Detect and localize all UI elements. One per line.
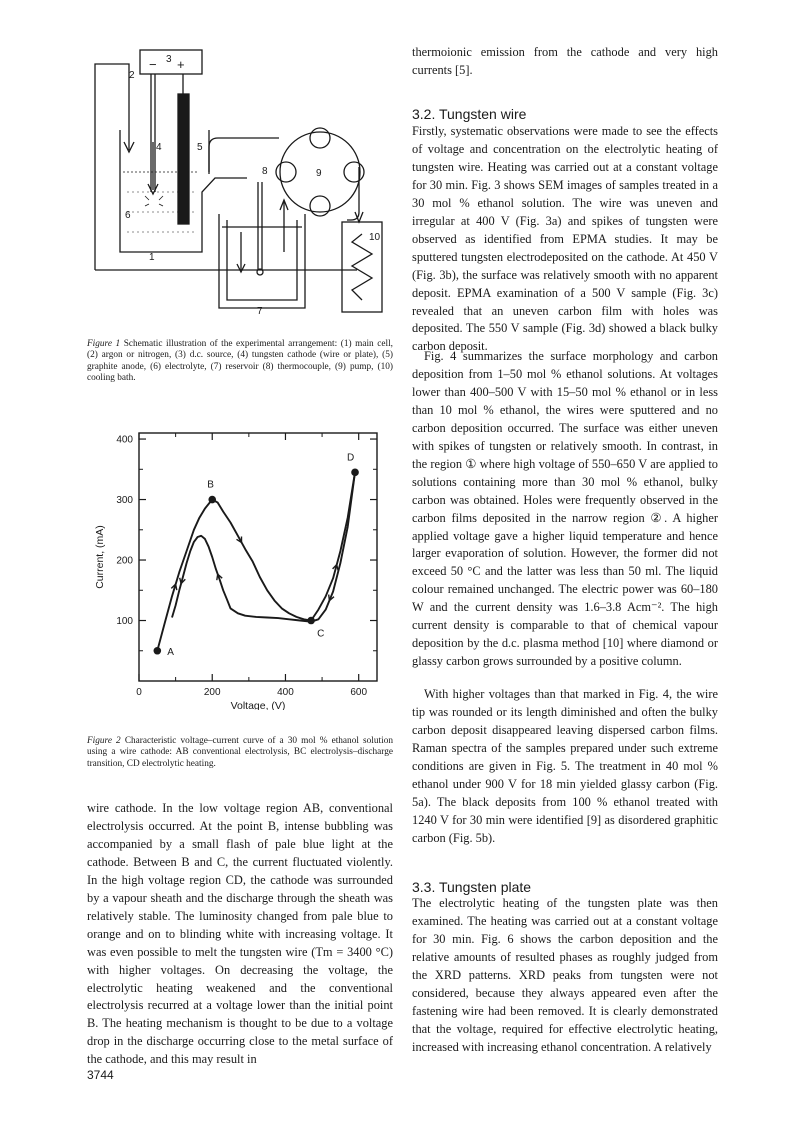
section-3-2-paragraph-2: Fig. 4 summarizes the surface morphology and carbon deposition from 1–50 mol % ethanol solutions. At voltages lower than 400–500 V with 15–50 mol % ethanol or in less than 10 mol % ethanol, the wires were sputtered and no carbon deposition occurred. The surface was either uneven with spikes of tungsten or relatively smooth. In contrast, in the region ① where high voltage of 550–650 V are applied to solutions containing more than 30 mol % ethanol, bulky carbon was obtained. Holes were frequently observed in the carbon films deposited in the narrow region ②. A higher applied voltage gave a higher liquid temperature and hence larger evaporation of solution. However, the former did not exceed 50 °C and the latter was less than 50 ml. The liquid colour remained unchanged. The electric power was 60–180 W and the current density was 1.6–3.8 Acm⁻². The high current density is comparable to that of chemical vapour deposition by the d.c. plasma method [10] where diamond or glassy carbon grows surrounded by a positive column.: [412, 349, 718, 669]
source-minus-label: −: [149, 57, 157, 72]
intro-paragraph: thermoionic emission from the cathode and very high currents [5].: [412, 45, 718, 77]
section-3-3-paragraph-1: The electrolytic heating of the tungsten plate was then examined. The heating was carried out at a constant voltage for 30 min. Fig. 6 shows the carbon deposition and the relative amounts of resulted phases as roughly judged from the XRD patterns. XRD peaks from tungsten were not considered, because they always appeared even after the fastening wire had been removed. It is clearly demonstrated that the voltage, required for effective electrolytic heating, increased with increasing ethanol concentration. A relatively: [412, 896, 718, 1054]
section-3-3-heading: 3.3. Tungsten plate: [412, 879, 532, 895]
section-3-2-paragraph-1: Firstly, systematic observations were made to see the effects of voltage and concentration on the electrolytic heating of tungsten wire. Heating was carried out at a constant voltage for 30 min. Fig. 3 shows SEM images of samples treated in a 30 mol % ethanol solution. The wire was uneven and irregular at 400 V (Fig. 3a) and spikes of tungsten were observed as identified from EPMA studies. It may be sputtered tungsten electrodeposited on the cathode. At 450 V (Fig. 3b), the surface was relatively smooth with no apparent deposit. EPMA examination of a 500 V sample (Fig. 3c) revealed that an uneven carbon film with holes was deposited. The 550 V sample (Fig. 3d) showed a black bulky carbon deposit.: [412, 124, 718, 354]
point-d: [351, 469, 359, 477]
fig1-label-7: 7: [257, 306, 263, 317]
figure-1-caption-label: Figure 1: [87, 339, 121, 349]
fig1-label-10: 10: [369, 232, 381, 243]
figure-1-caption: [87, 339, 393, 384]
y-axis-label: Current, (mA): [94, 525, 106, 589]
x-tick-label: 0: [136, 687, 142, 698]
x-tick-label: 200: [203, 687, 221, 698]
fig1-label-3: 3: [166, 54, 172, 65]
fig1-label-6: 6: [125, 210, 131, 221]
fig1-label-8: 8: [262, 166, 268, 177]
figure-1-caption-text: Schematic illustration of the experimental arrangement: (1) main cell, (2) argon or nitrogen, (3) d.c. source, (4) tungsten cathode (wire or plate), (5) graphite anode, (6) electrolyte, (7) reservoir (8) thermocouple, (9) pump, (10) cooling bath.: [87, 339, 394, 383]
series-curve-2: [172, 472, 355, 621]
point-c: [307, 617, 315, 625]
y-tick-label: 200: [116, 555, 133, 567]
page-number: 3744: [87, 1068, 114, 1082]
y-tick-label: 100: [116, 616, 133, 628]
x-tick-label: 400: [277, 687, 294, 698]
left-paragraph: wire cathode. In the low voltage region AB, conventional electrolysis occurred. At the point B, intense bubbling was accompanied by a small flash of pale blue light at the cathode. Between B and C, the current fluctuated violently. In the high voltage region CD, the cathode was surrounded by a vapour sheath and the discharge through the sheath was relatively stable. The luminosity changed from pale blue to orange and on to blinding white with increasing voltage. It was even possible to melt the tungsten wire (Tm = 3400 °C) with higher voltages. On decreasing the voltage, the electrolytic heating weakened and the conventional electrolysis recurred at a voltage lower than the initial point B. The heating mechanism is thought to be due to a voltage drop in the discharge occurring close to the metal surface of the cathode, and this may result in: [87, 801, 393, 1067]
point-label-b: B: [207, 479, 214, 491]
fig1-label-4: 4: [156, 142, 162, 153]
point-label-d: D: [347, 452, 355, 464]
x-axis-label: Voltage, (V): [230, 700, 286, 710]
section-3-2-heading: 3.2. Tungsten wire: [412, 106, 527, 122]
section-3-2-paragraph-3: With higher voltages than that marked in Fig. 4, the wire tip was rounded or its length diminished and often the bulky carbon deposit disappeared leaving dispersed carbon films. Raman spectra of the samples prepared under such extreme conditions are given in Fig. 5. The treatment in 40 mol % ethanol under 900 V for 18 min yielded glassy carbon (Fig. 5a). The black deposits from 100 % ethanol treated with 1240 V for 30 min were identified [9] as disordered graphitic carbon (Fig. 5b).: [412, 687, 718, 845]
figure-2-caption-text: Characteristic voltage–current curve of a 30 mol % ethanol solution using a wire cathode: AB conventional electrolysis, BC electrolysis–discharge transition, CD electrolytic heating.: [87, 736, 393, 769]
figure-2-chart: [87, 425, 393, 710]
x-tick-label: 600: [350, 687, 368, 698]
point-label-c: C: [317, 628, 325, 640]
gas-line: [95, 64, 129, 270]
fig1-label-5: 5: [197, 142, 203, 153]
point-b: [208, 496, 216, 504]
figure-2-caption-label: Figure 2: [87, 736, 121, 746]
source-plus-label: +: [177, 57, 185, 72]
point-a: [154, 647, 162, 655]
point-label-a: A: [167, 646, 174, 658]
y-tick-label: 400: [116, 434, 133, 446]
fig1-label-2: 2: [129, 70, 135, 81]
figure-2-caption: [87, 736, 393, 770]
figure-1-schematic: [87, 42, 393, 324]
y-tick-label: 300: [116, 495, 133, 507]
fig1-label-9: 9: [316, 168, 322, 179]
fig1-label-1: 1: [149, 252, 155, 263]
graphite-anode: [178, 94, 189, 224]
